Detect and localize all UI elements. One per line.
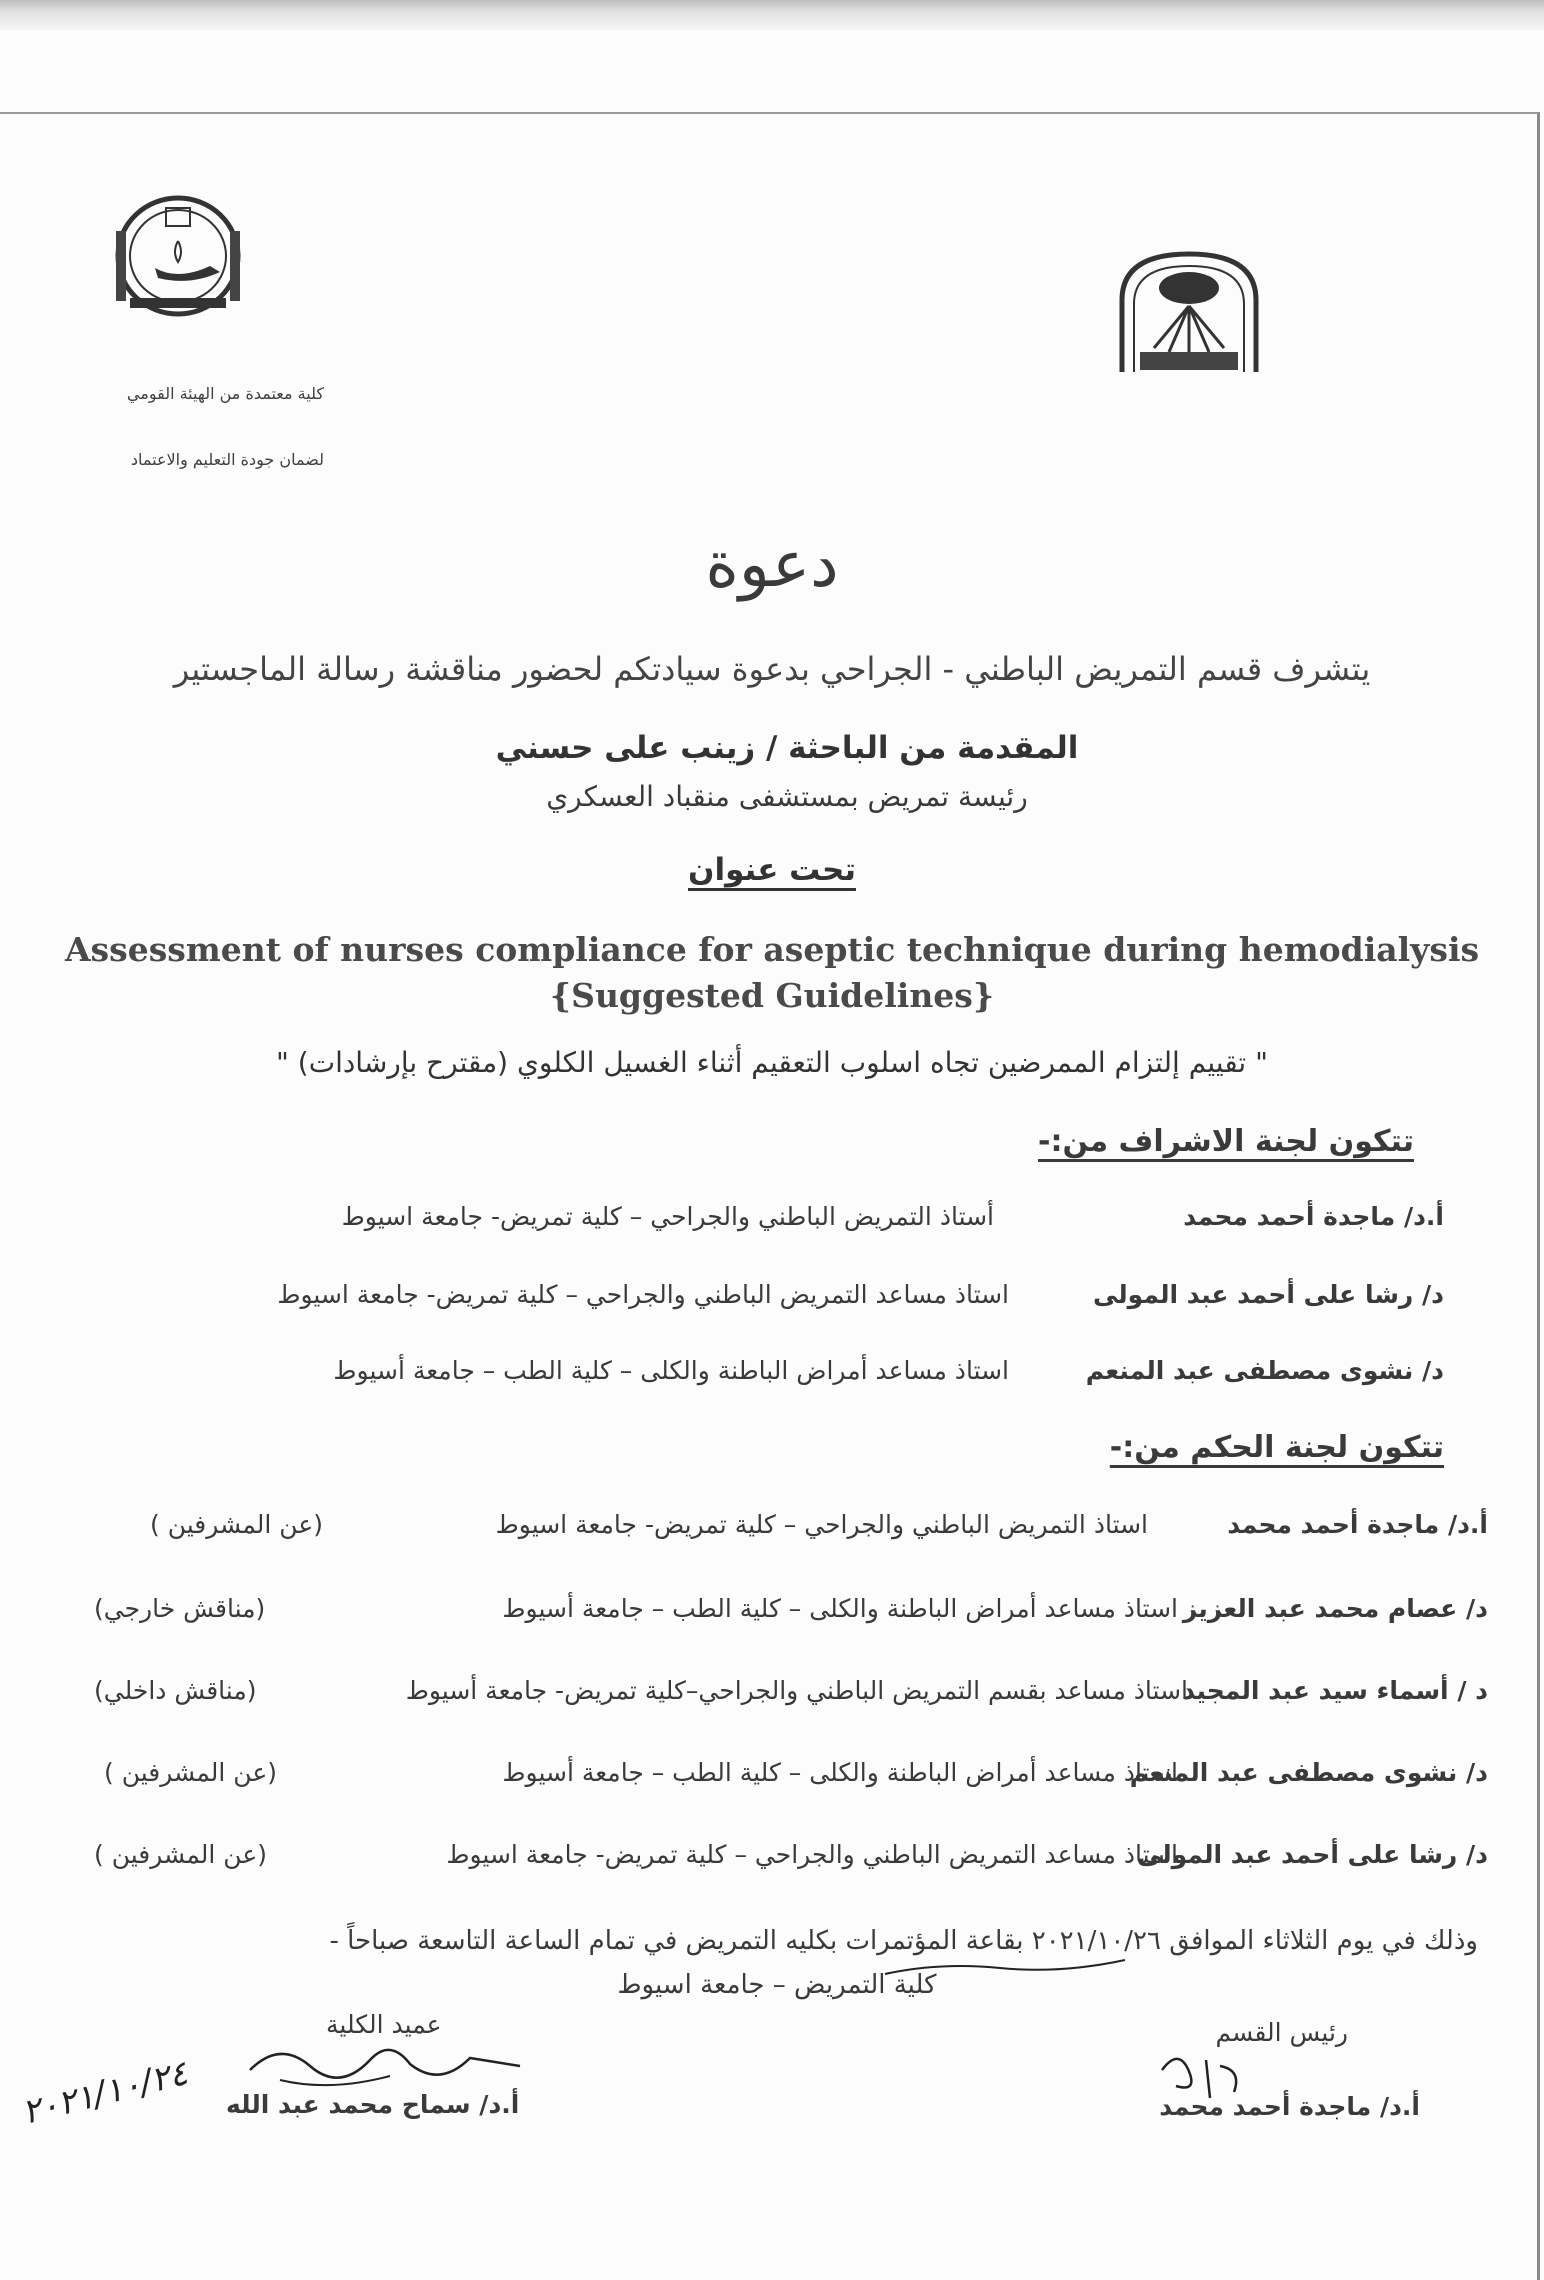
supervision-heading: تتكون لجنة الاشراف من:- [1038,1124,1414,1159]
member-name: د/ عصام محمد عبد العزيز [1182,1594,1488,1623]
member-role: استاذ مساعد أمراض الباطنة والكلى – كلية الطب – جامعة أسيوط [502,1758,1178,1787]
researcher-name: المقدمة من الباحثة / زينب على حسني [495,730,1079,766]
judgment-member [90,1510,1488,1550]
member-role: استاذ التمريض الباطني والجراحي – كلية تمريض- جامعة اسيوط [495,1510,1148,1539]
member-role: استاذ مساعد أمراض الباطنة والكلى – كلية الطب – جامعة أسيوط [502,1594,1178,1623]
faculty-of-nursing-logo [100,186,260,326]
scan-top-edge [0,0,1544,30]
member-note: (مناقش داخلي) [94,1676,257,1705]
member-name: أ.د/ ماجدة أحمد محمد [1183,1202,1444,1231]
title-heading: تحت عنوان [688,852,856,888]
researcher-position: رئيسة تمريض بمستشفى منقباد العسكري [546,780,1028,813]
supervision-member [90,1356,1444,1396]
thesis-arabic-title: " تقييم إلتزام الممرضين تجاه اسلوب التعقيم أثناء الغسيل الكلوي (مقترح بإرشادات) " [276,1046,1268,1079]
thesis-english-subtitle: {Suggested Guidelines} [549,976,995,1015]
member-role: استاذ مساعد التمريض الباطني والجراحي – كلية تمريض- جامعة اسيوط [277,1280,1009,1309]
member-name: د/ نشوى مصطفى عبد المنعم [1085,1356,1444,1385]
judgment-member [90,1676,1488,1716]
member-note: (عن المشرفين ) [150,1510,323,1539]
member-name: د/ رشا على أحمد عبد المولى [1092,1280,1444,1309]
member-role: أستاذ التمريض الباطني والجراحي – كلية تمريض- جامعة اسيوط [341,1202,994,1231]
dean-name: أ.د/ سماح محمد عبد الله [226,2090,520,2119]
dept-head-name: أ.د/ ماجدة أحمد محمد [1159,2092,1420,2121]
assiut-university-logo [1114,248,1264,374]
member-role: استاذ مساعد بقسم التمريض الباطني والجراحي–كلية تمريض- جامعة أسيوط [405,1676,1188,1705]
member-name: د / أسماء سيد عبد المجيد [1182,1676,1488,1705]
judgment-member [90,1758,1488,1798]
supervision-member [90,1202,1444,1242]
invitation-text: يتشرف قسم التمريض الباطني - الجراحي بدعوة سيادتكم لحضور مناقشة رسالة الماجستير [173,650,1371,688]
schedule-line-1: وذلك في يوم الثلاثاء الموافق ٢٠٢١/١٠/٢٦ بقاعة المؤتمرات بكليه التمريض في تمام الساعة التاسعة صباحاً - [329,1926,1478,1956]
accreditation-line-2: لضمان جودة التعليم والاعتماد [130,450,324,469]
thesis-english-title: Assessment of nurses compliance for aseptic technique during hemodialysis [64,930,1480,969]
accreditation-line-1: كلية معتمدة من الهيئة القومي [126,384,324,403]
judgment-member [90,1594,1488,1634]
schedule-line-2: كلية التمريض – جامعة اسيوط [617,1970,937,2000]
member-name: أ.د/ ماجدة أحمد محمد [1227,1510,1488,1539]
member-note: (عن المشرفين ) [104,1758,277,1787]
handwritten-date: ٢٠٢١/١٠/٢٤ [18,2053,192,2133]
member-name: د/ نشوى مصطفى عبد المنعم [1129,1758,1488,1787]
judgment-member [90,1840,1488,1880]
page-title: دعوة [705,528,839,602]
member-role: استاذ مساعد التمريض الباطني والجراحي – كلية تمريض- جامعة اسيوط [446,1840,1178,1869]
dean-title: عميد الكلية [326,2010,442,2039]
judgment-heading: تتكون لجنة الحكم من:- [1109,1430,1444,1465]
member-role: استاذ مساعد أمراض الباطنة والكلى – كلية الطب – جامعة أسيوط [333,1356,1009,1385]
member-note: (عن المشرفين ) [94,1840,267,1869]
dept-head-title: رئيس القسم [1215,2018,1348,2047]
member-note: (مناقش خارجي) [94,1594,266,1623]
supervision-member [90,1280,1444,1320]
handwritten-underline [880,1952,1130,1982]
member-name: د/ رشا على أحمد عبد المولى [1136,1840,1488,1869]
